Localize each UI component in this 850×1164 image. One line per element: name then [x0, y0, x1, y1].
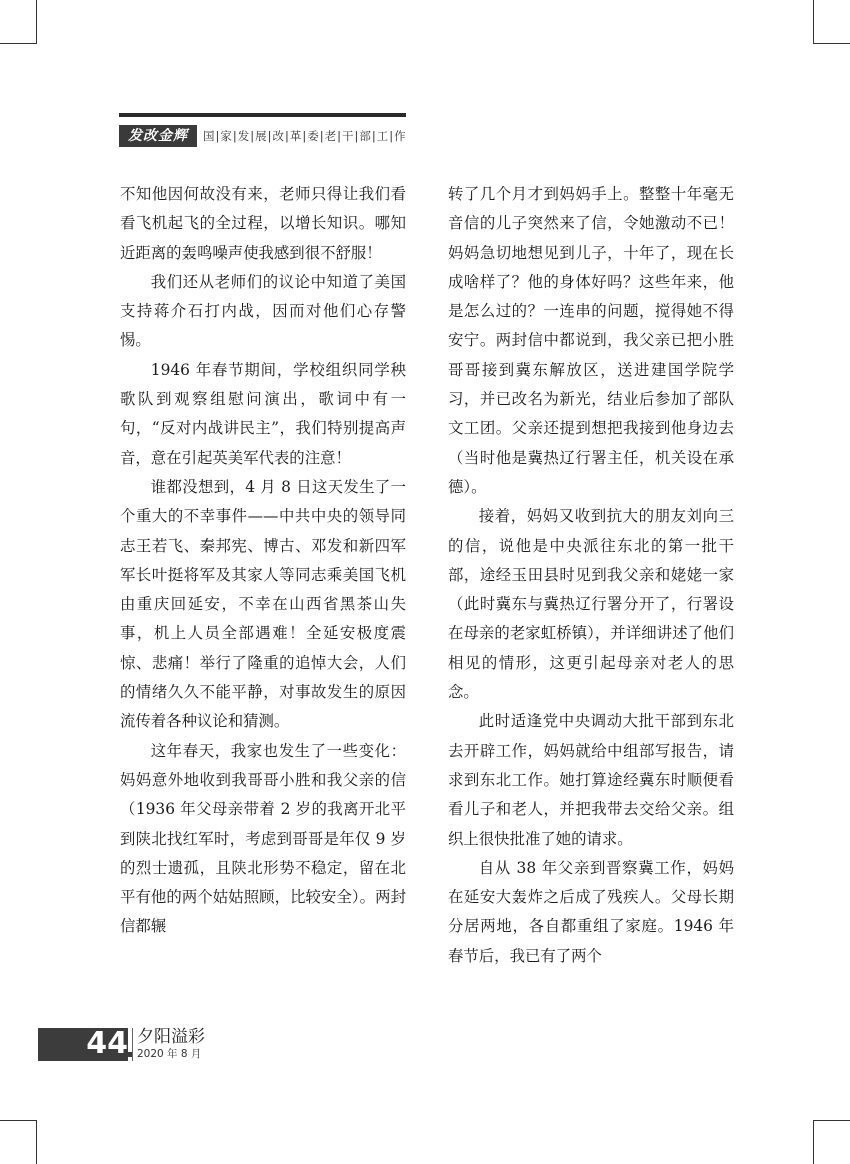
header-rule	[119, 113, 406, 117]
crop-mark	[814, 1120, 850, 1121]
paragraph: 谁都没想到，4 月 8 日这天发生了一个重大的不幸事件——中共中央的领导同志王若飞、秦邦宪、博古、邓发和新四军军长叶挺将军及其家人等同志乘美国飞机由重庆回延安，不幸在山西省黑茶山失事，机上人员全部遇难！全延安极度震惊、悲痛！举行了隆重的追悼大会，人们的情绪久久不能平静，对事故发生的原因流传着各种议论和猜测。	[120, 477, 406, 731]
paragraph: 1946 年春节期间，学校组织同学秧歌队到观察组慰问演出，歌词中有一句，“反对内战讲民主”，我们特别提高声音，意在引起英美军代表的注意！	[120, 360, 406, 467]
crop-mark	[36, 1120, 37, 1164]
paragraph: 不知他因何故没有来，老师只得让我们看看飞机起飞的全过程，以增长知识。哪知近距离的轰鸣噪声使我感到很不舒服！	[120, 185, 406, 262]
crop-mark	[814, 43, 850, 44]
paragraph: 此时适逢党中央调动大批干部到东北去开辟工作，妈妈就给中组部写报告，请求到东北工作。她打算途经冀东时顺便看看儿子和老人，并把我带去交给父亲。组织上很快批准了她的请求。	[448, 712, 734, 848]
crop-mark	[0, 1120, 36, 1121]
issue-date: 2020 年 8 月	[137, 1048, 202, 1060]
footer-divider	[132, 1028, 133, 1061]
paragraph: 转了几个月才到妈妈手上。整整十年毫无音信的儿子突然来了信，令她激动不已！妈妈急切地想见到儿子，十年了，现在长成啥样了？他的身体好吗？这些年来，他是怎么过的？一连串的问题，搅得她不得安宁。两封信中都说到，我父亲已把小胜哥哥接到冀东解放区，送进建国学院学习，并已改名为新光，结业后参加了部队文工团。父亲还提到想把我接到他身边去（当时他是冀热辽行署主任，机关设在承德）。	[448, 185, 734, 496]
crop-mark	[813, 0, 814, 44]
paragraph: 自从 38 年父亲到晋察冀工作，妈妈在延安大轰炸之后成了残疾人。父母长期分居两地，各自都重组了家庭。1946 年春节后，我已有了两个	[448, 858, 734, 965]
paragraph: 接着，妈妈又收到抗大的朋友刘向三的信，说他是中央派往东北的第一批干部，途经玉田县时见到我父亲和姥姥一家（此时冀东与冀热辽行署分开了，行署设在母亲的老家虹桥镇），并详细讲述了他们相见的情形，这更引起母亲对老人的思念。	[448, 507, 734, 702]
crop-mark	[0, 43, 36, 44]
page-number: 44	[86, 1026, 128, 1061]
magazine-name: 夕阳溢彩	[137, 1027, 205, 1047]
crop-mark	[813, 1120, 814, 1164]
department-label: 国|家|发|展|改|革|委|老|干|部|工|作	[203, 129, 407, 143]
crop-mark	[36, 0, 37, 44]
article-right-column	[448, 180, 734, 971]
article-left-column	[120, 180, 406, 942]
column-logo: 发改金辉	[119, 125, 197, 147]
paragraph: 我们还从老师们的议论中知道了美国支持蒋介石打内战，因而对他们心存警惕。	[120, 272, 406, 350]
paragraph: 这年春天，我家也发生了一些变化：妈妈意外地收到我哥哥小胜和我父亲的信（1936 年父母亲带着 2 岁的我离开北平到陕北找红军时，考虑到哥哥是年仅 9 岁的烈士遗孤，且陕北形势不稳定，留在北平有他的两个姑姑照顾，比较安全）。两封信都辗	[120, 741, 406, 936]
